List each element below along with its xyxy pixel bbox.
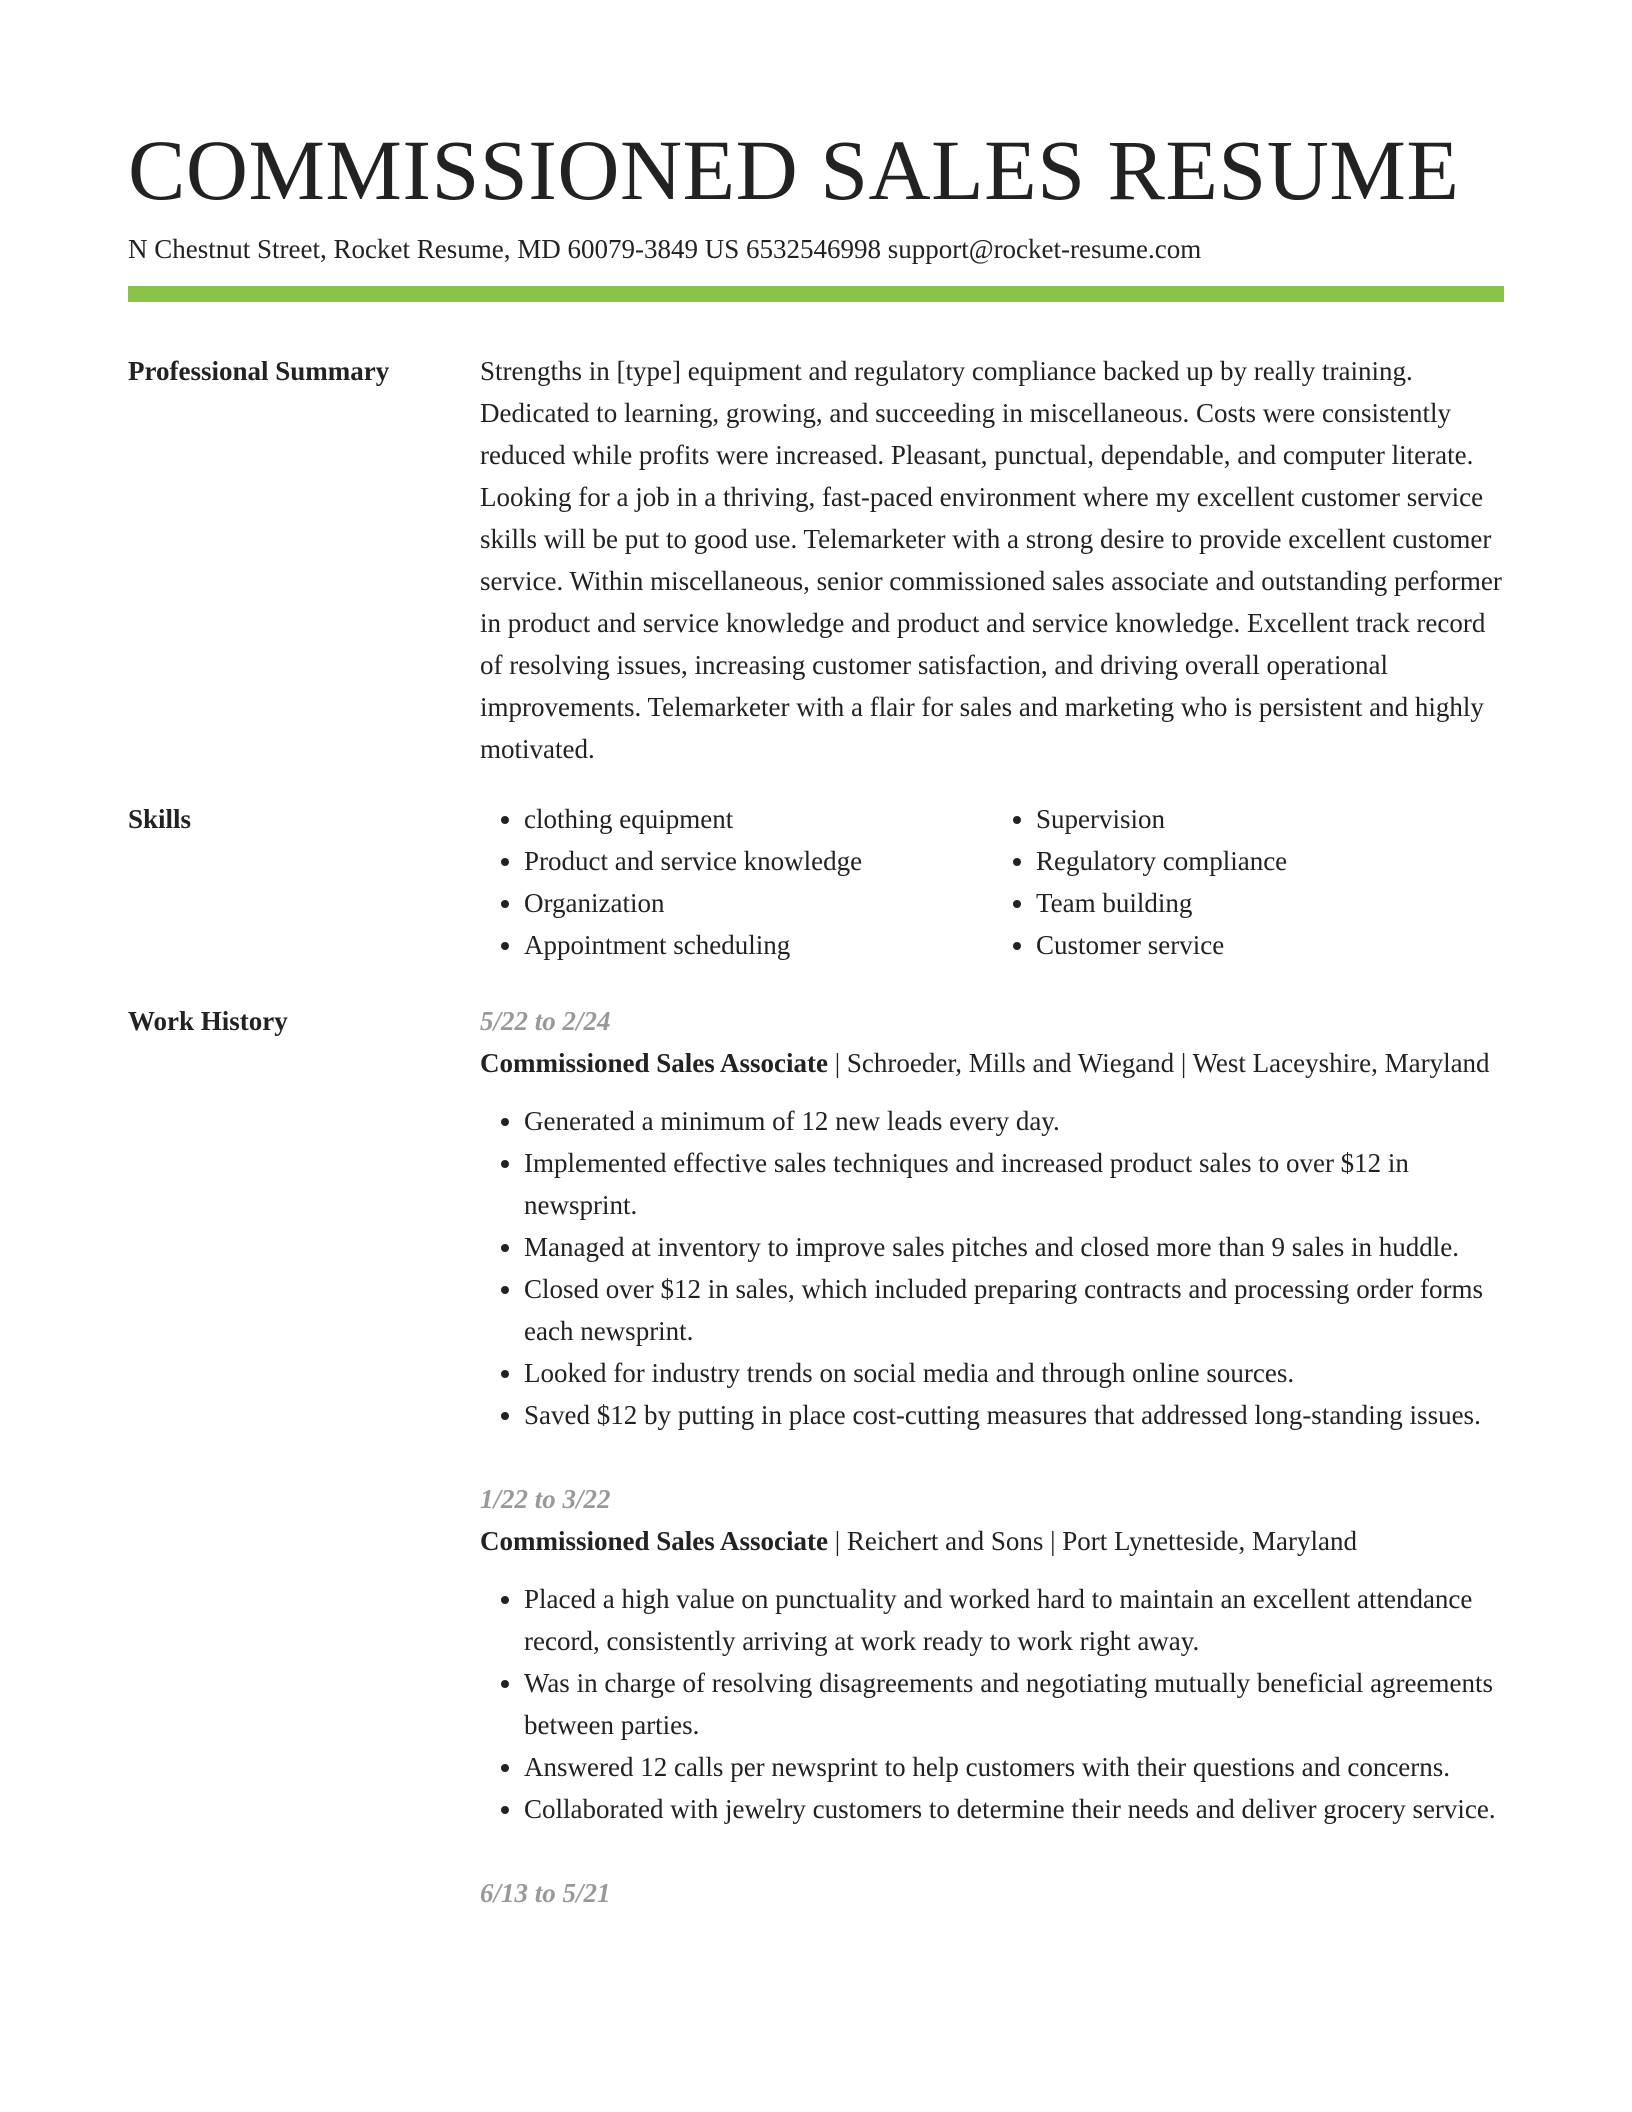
job-title: Commissioned Sales Associate — [480, 1048, 829, 1078]
job-bullets — [480, 1100, 1504, 1436]
job-bullet: • Saved $12 by putting in place cost-cutting measures that addressed long-standing issues. — [524, 1394, 1504, 1436]
job-bullet: • Managed at inventory to improve sales pitches and closed more than 9 sales in huddle. — [524, 1226, 1504, 1268]
accent-divider — [128, 286, 1504, 302]
skill-item: • Product and service knowledge — [524, 840, 992, 882]
skill-item: • Team building — [1036, 882, 1504, 924]
job-bullet: • Closed over $12 in sales, which included preparing contracts and processing order forms each newsprint. — [524, 1268, 1504, 1352]
job-bullet: • Looked for industry trends on social media and through online sources. — [524, 1352, 1504, 1394]
job-details: | Reichert and Sons | Port Lynetteside, Maryland — [828, 1526, 1357, 1556]
job-title: Commissioned Sales Associate — [480, 1526, 829, 1556]
skills-column-right — [992, 798, 1504, 966]
job-entry — [480, 1000, 1504, 1436]
job-dates: 6/13 to 5/21 — [480, 1878, 611, 1908]
job-bullet: • Answered 12 calls per newsprint to help customers with their questions and concerns. — [524, 1746, 1504, 1788]
summary-text: Strengths in [type] equipment and regulatory compliance backed up by really training. Dedicated to learning, growing, and succeeding in miscellaneous. Costs were consistently reduced while profits were increased. Pleasant, punctual, dependable, and computer literate. Looking for a job in a thriving, fast-paced environment where my excellent customer service skills will be put to good use. Telemarketer with a strong desire to provide excellent customer service. Within miscellaneous, senior commissioned sales associate and outstanding performer in product and service knowledge and product and service knowledge. Excellent track record of resolving issues, increasing customer satisfaction, and driving overall operational improvements. Telemarketer with a flair for sales and marketing who is persistent and highly motivated. — [480, 356, 1502, 764]
job-dates: 5/22 to 2/24 — [480, 1006, 611, 1036]
summary-heading: Professional Summary — [128, 356, 390, 386]
skill-item: • Appointment scheduling — [524, 924, 992, 966]
job-dates: 1/22 to 3/22 — [480, 1484, 611, 1514]
job-entry — [480, 1478, 1504, 1830]
job-bullet: • Generated a minimum of 12 new leads every day. — [524, 1100, 1504, 1142]
job-bullet: • Was in charge of resolving disagreements and negotiating mutually beneficial agreements between parties. — [524, 1662, 1504, 1746]
job-bullet: • Implemented effective sales techniques and increased product sales to over $12 in newsprint. — [524, 1142, 1504, 1226]
job-entry — [480, 1872, 1504, 1914]
skill-item: • Customer service — [1036, 924, 1504, 966]
job-bullets — [480, 1578, 1504, 1830]
job-bullet: • Placed a high value on punctuality and worked hard to maintain an excellent attendance record, consistently arriving at work ready to work right away. — [524, 1578, 1504, 1662]
summary-body — [480, 350, 1504, 770]
skills-grid — [480, 798, 1504, 966]
job-title-line — [480, 1520, 1504, 1562]
skill-item: • Regulatory compliance — [1036, 840, 1504, 882]
work-history-body — [480, 1000, 1504, 1956]
skills-column-left — [480, 798, 992, 966]
skill-item: • Supervision — [1036, 798, 1504, 840]
work-history-heading: Work History — [128, 1006, 288, 1036]
job-details: | Schroeder, Mills and Wiegand | West Laceyshire, Maryland — [828, 1048, 1490, 1078]
skill-item: • clothing equipment — [524, 798, 992, 840]
job-bullet: • Collaborated with jewelry customers to determine their needs and deliver grocery service. — [524, 1788, 1504, 1830]
job-title-line — [480, 1042, 1504, 1084]
contact-line: N Chestnut Street, Rocket Resume, MD 60079-3849 US 6532546998 support@rocket-resume.com — [128, 234, 1202, 264]
skills-heading: Skills — [128, 804, 192, 834]
skills-body — [480, 798, 1504, 966]
resume-title: COMMISSIONED SALES RESUME — [128, 122, 1460, 218]
skill-item: • Organization — [524, 882, 992, 924]
